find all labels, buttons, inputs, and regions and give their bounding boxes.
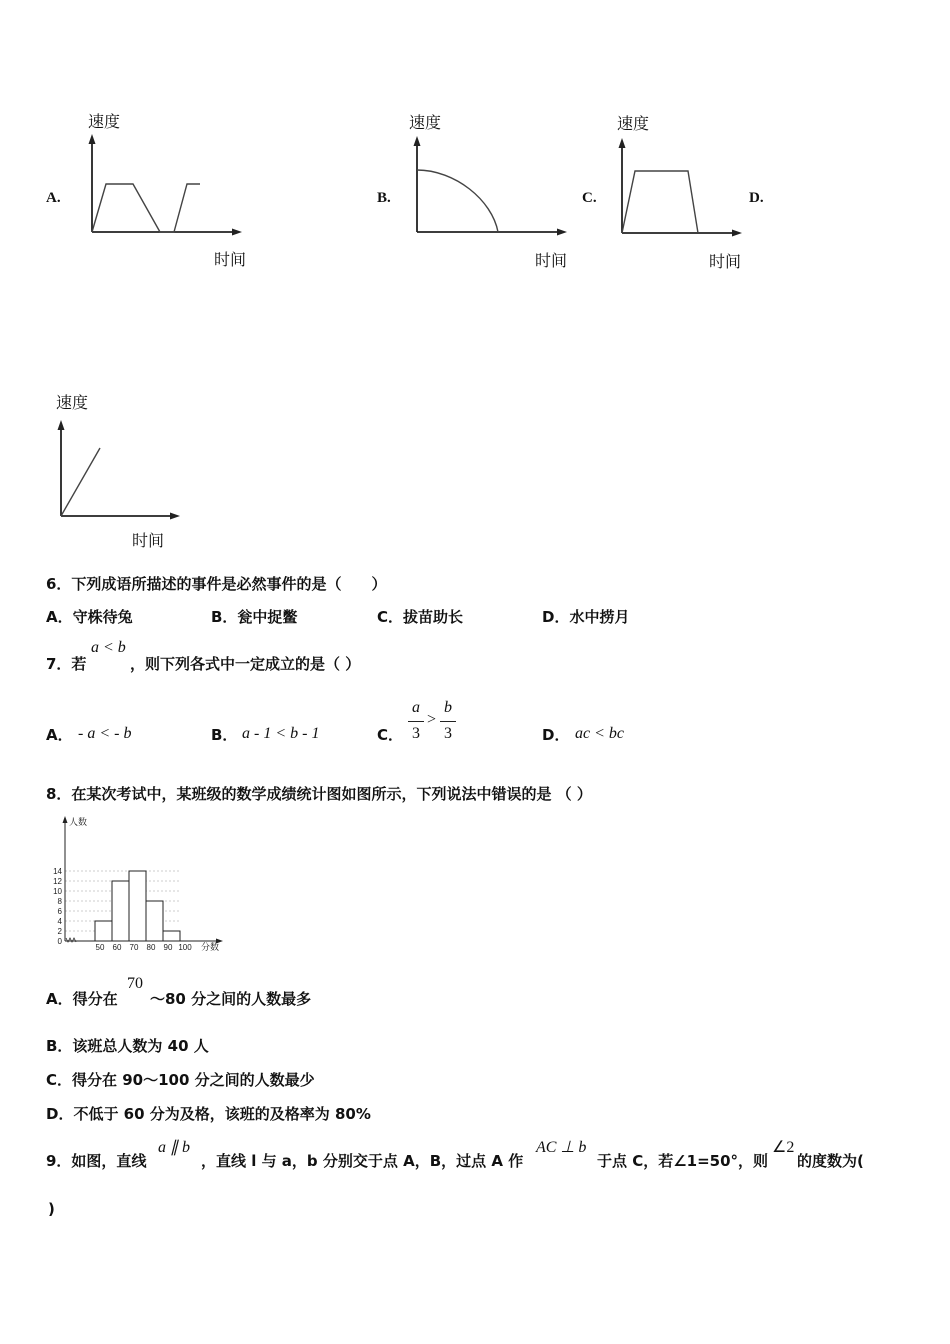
q6-option-a: A．守株待兔: [46, 608, 133, 626]
q8-stem: 8．在某次考试中，某班级的数学成绩统计图如图所示，下列说法中错误的是 （ ）: [46, 785, 592, 803]
q7-c-denominator-left: 3: [412, 725, 420, 742]
q6-stem: 6．下列成语所描述的事件是必然事件的是（ ）: [46, 575, 387, 593]
histogram-y-tick-label: 0: [57, 937, 62, 946]
graph-a-x-label: 时间: [214, 250, 247, 269]
q7-stem-suffix: ，则下列各式中一定成立的是（ ）: [130, 655, 361, 673]
histogram-x-tick-label: 90: [163, 943, 173, 952]
q9-parallel: a ∥ b: [158, 1139, 190, 1156]
histogram-x-tick-label: 100: [178, 943, 192, 952]
q6-option-c: C．拔苗助长: [377, 608, 464, 626]
option-c-label: C.: [582, 190, 597, 206]
q9-suffix: 的度数为(: [797, 1152, 864, 1170]
q8-option-a-prefix: A．得分在: [46, 990, 118, 1008]
q7-label-d: D．: [542, 726, 570, 744]
histogram-x-tick-label: 60: [112, 943, 122, 952]
graph-b-y-label: 速度: [409, 113, 442, 132]
graph-a-y-label: 速度: [88, 112, 121, 131]
q7-option-b: a - 1 < b - 1: [242, 725, 320, 742]
q6-option-d: D．水中捞月: [542, 608, 630, 626]
histogram-x-tick-label: 70: [129, 943, 139, 952]
q8-option-a-suffix: ～80 分之间的人数最多: [150, 990, 312, 1008]
graph-d-y-label: 速度: [56, 393, 89, 412]
q7-label-c: C．: [377, 726, 404, 744]
histogram-bar: [112, 881, 129, 941]
histogram-x-tick-label: 50: [95, 943, 105, 952]
q7-option-a: - a < - b: [78, 725, 132, 742]
graph-c-y-label: 速度: [617, 114, 650, 133]
q8-option-a-value: 70: [127, 975, 143, 992]
q9-prefix: 9．如图，直线: [46, 1152, 147, 1170]
histogram-bar: [129, 871, 146, 941]
graph-c-x-label: 时间: [709, 252, 742, 271]
histogram-y-axis-label: 人数: [69, 817, 88, 827]
histogram-y-tick-label: 10: [53, 887, 62, 896]
q6-option-b: B．瓮中捉鳖: [211, 608, 298, 626]
q9-close: ): [48, 1200, 55, 1218]
q8-option-c: C．得分在 90～100 分之间的人数最少: [46, 1071, 315, 1089]
q9-mid2: 于点 C，若∠1=50°，则: [597, 1152, 769, 1170]
histogram-y-tick-label: 12: [53, 877, 62, 886]
q9-angle: ∠2: [772, 1139, 795, 1156]
q7-c-operator: >: [427, 711, 437, 728]
q7-c-numerator-left: a: [412, 699, 420, 716]
histogram-y-tick-label: 6: [57, 907, 62, 916]
histogram-y-tick-label: 8: [57, 897, 62, 906]
histogram-y-tick-label: 14: [53, 867, 62, 876]
option-d-label: D.: [749, 190, 764, 206]
q9-mid1: ，直线 l 与 a，b 分别交于点 A，B，过点 A 作: [201, 1152, 524, 1170]
q7-option-d: ac < bc: [575, 725, 624, 742]
q7-c-numerator-right: b: [444, 699, 452, 716]
graph-b-x-label: 时间: [535, 251, 568, 270]
option-b-label: B.: [377, 190, 391, 206]
histogram-x-tick-label: 80: [146, 943, 156, 952]
graph-d-x-label: 时间: [132, 531, 165, 550]
q7-label-a: A．: [46, 726, 73, 744]
q7-label-b: B．: [211, 726, 238, 744]
histogram-bar: [163, 931, 180, 941]
q7-c-denominator-right: 3: [444, 725, 452, 742]
q7-stem-prefix: 7．若: [46, 655, 87, 673]
histogram-bar: [95, 921, 112, 941]
q8-option-b: B．该班总人数为 40 人: [46, 1037, 209, 1055]
histogram-y-tick-label: 4: [57, 917, 62, 926]
q8-option-d: D．不低于 60 分为及格，该班的及格率为 80%: [46, 1105, 371, 1123]
histogram-x-axis-label: 分数: [201, 942, 220, 952]
q7-condition: a < b: [91, 639, 126, 656]
histogram-bar: [146, 901, 163, 941]
q9-perp: AC ⊥ b: [536, 1139, 587, 1156]
histogram-y-tick-label: 2: [57, 927, 62, 936]
histogram-y-arrow: [63, 816, 68, 823]
option-a-label: A.: [46, 190, 61, 206]
